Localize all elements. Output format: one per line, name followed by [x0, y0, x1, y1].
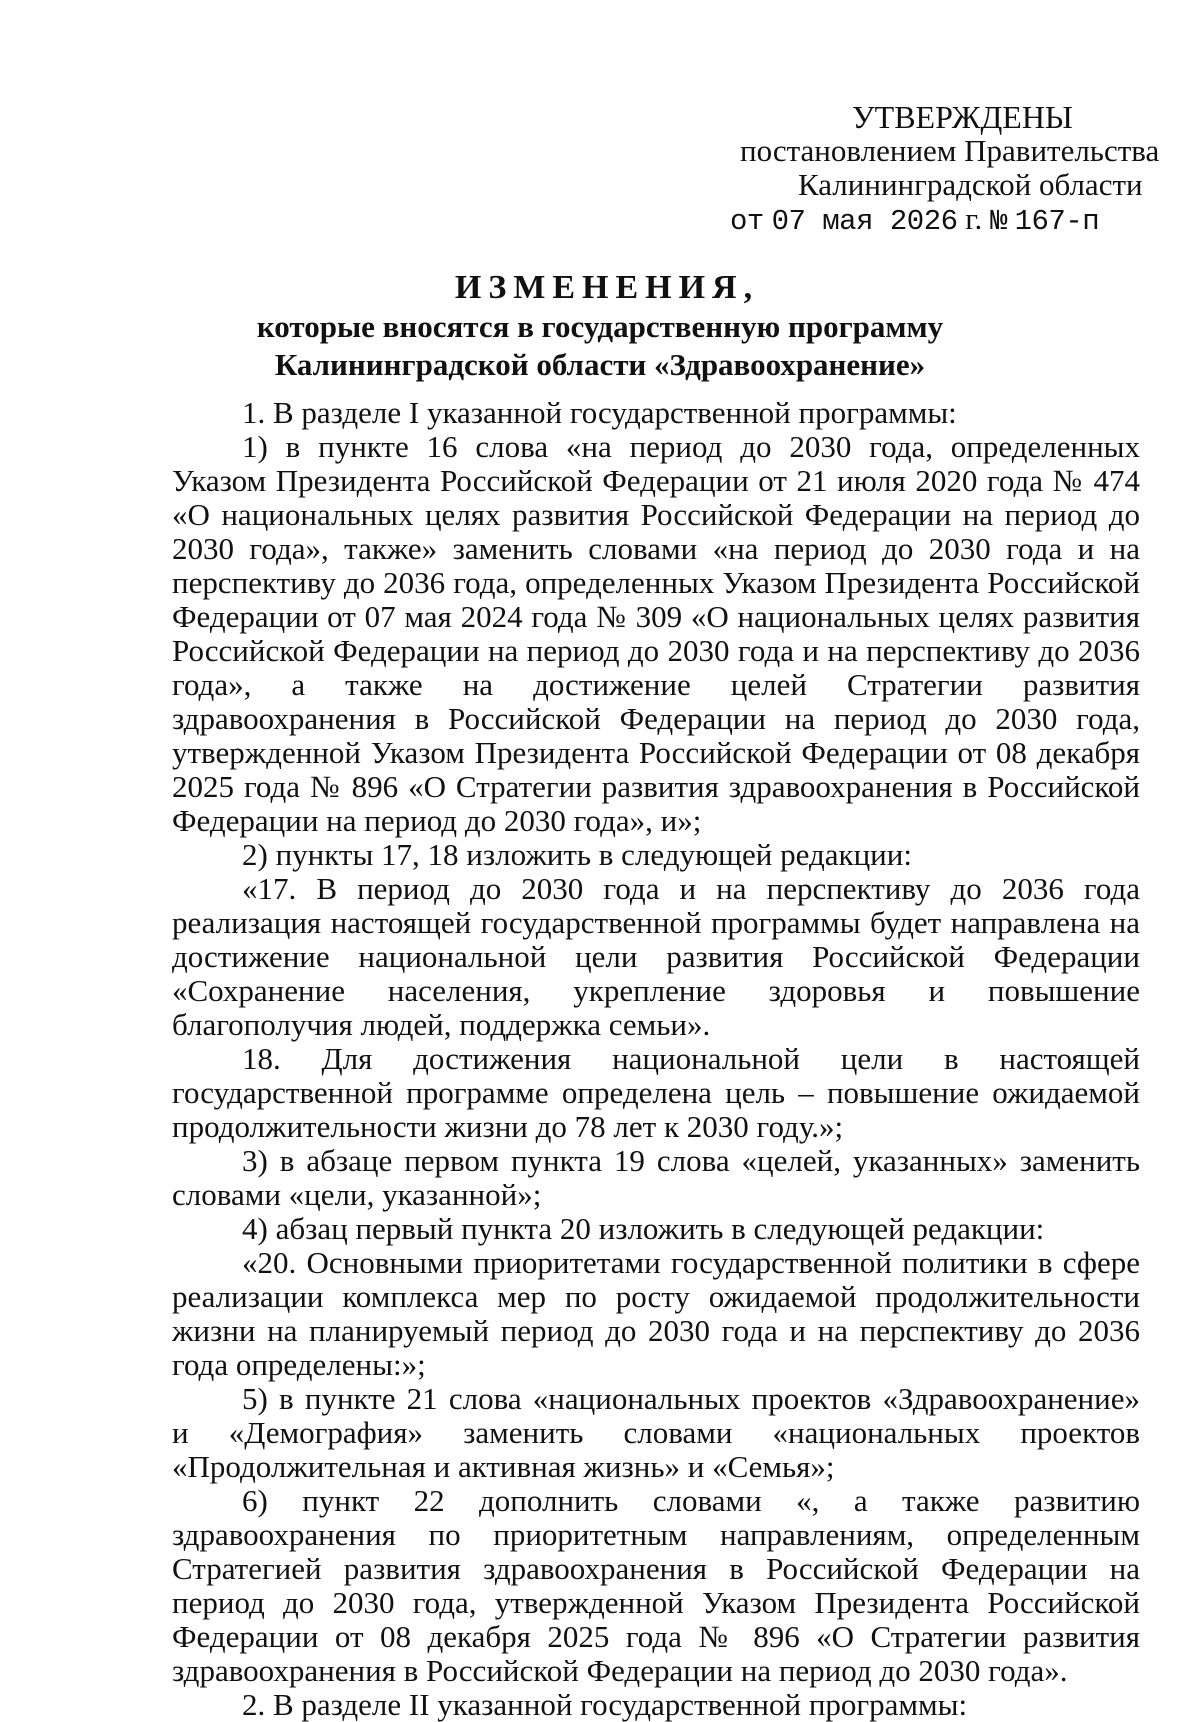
- paragraph: 18. Для достижения национальной цели в настоящей государственной программе определена цель – повышение ожидаемой продолжительности жизни до 78 лет к 2030 году.»;: [172, 1041, 1140, 1144]
- approval-stamp: [730, 99, 1160, 239]
- date-prefix: от: [730, 205, 764, 238]
- document-body: [172, 396, 1140, 1722]
- approval-title: УТВЕРЖДЕНЫ: [852, 99, 1073, 135]
- paragraph: 5) в пункте 21 слова «национальных проектов «Здравоохранение» и «Демография» заменить словами «национальных проектов «Продолжительная и активная жизнь» и «Семья»;: [172, 1381, 1140, 1484]
- paragraph: «17. В период до 2030 года и на перспективу до 2036 года реализация настоящей государственной программы будет направлена на достижение национальной цели развития Российской Федерации «Сохранение населения, укрепление здоровья и повышение благополучия людей, поддержка семьи».: [172, 871, 1140, 1042]
- paragraph: 6) пункт 22 дополнить словами «, а также развитию здравоохранения по приоритетным направлениям, определенным Стратегией развития здравоохранения в Российской Федерации на период до 2030 года, утвержденной Указом Президента Российской Федерации от 08 декабря 2025 года № 896 «О Стратегии развития здравоохранения в Российской Федерации на период до 2030 года».: [172, 1483, 1140, 1688]
- paragraph: 2. В разделе II указанной государственной программы:: [242, 1687, 968, 1722]
- document-subtitle-1: которые вносятся в государственную программу: [256, 309, 944, 344]
- date-year-suffix: г.: [965, 201, 983, 236]
- document-title: ИЗМЕНЕНИЯ,: [454, 269, 760, 306]
- approval-date: 07 мая 2026: [771, 205, 958, 238]
- approval-number: 167-п: [1014, 205, 1100, 238]
- approval-line-region: Калининградской области: [798, 167, 1143, 202]
- paragraph: 4) абзац первый пункта 20 изложить в следующей редакции:: [242, 1211, 1045, 1246]
- paragraph: «20. Основными приоритетами государственной политики в сфере реализации комплекса мер по росту ожидаемой продолжительности жизни на планируемый период до 2030 года и на перспективу до 2036 года определены:»;: [172, 1245, 1140, 1382]
- number-prefix: №: [989, 205, 1007, 238]
- approval-line-government: постановлением Правительства: [740, 133, 1160, 168]
- paragraph: 2) пункты 17, 18 изложить в следующей редакции:: [242, 837, 912, 872]
- document-heading: [0, 268, 1200, 384]
- paragraph: 3) в абзаце первом пункта 19 слова «целей, указанных» заменить словами «цели, указанной»;: [172, 1143, 1140, 1212]
- paragraph: 1) в пункте 16 слова «на период до 2030 года, определенных Указом Президента Российской Федерации от 21 июля 2020 года № 474 «О национальных целях развития Российской Федерации на период до 2030 года», также» заменить словами «на период до 2030 года и на перспективу до 2036 года, определенных Указом Президента Российской Федерации от 07 мая 2024 года № 309 «О национальных целях развития Российской Федерации на период до 2030 года и на перспективу до 2036 года», а также на достижение целей Стратегии развития здравоохранения в Российской Федерации на период до 2030 года, утвержденной Указом Президента Российской Федерации от 08 декабря 2025 года № 896 «О Стратегии развития здравоохранения в Российской Федерации на период до 2030 года», и»;: [172, 429, 1140, 838]
- approval-date-line: [730, 202, 1120, 239]
- document-subtitle-2: Калининградской области «Здравоохранение»: [274, 347, 926, 382]
- paragraph: 1. В разделе I указанной государственной программы:: [242, 395, 957, 430]
